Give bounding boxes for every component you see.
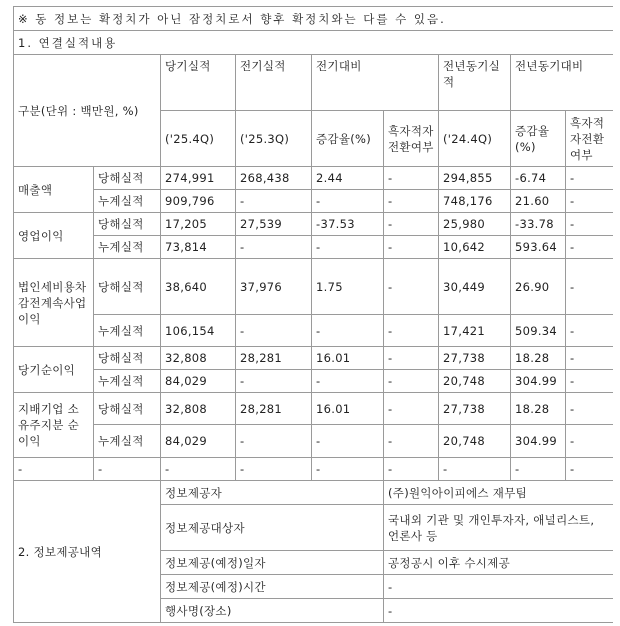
row-item: 영업이익: [14, 213, 94, 259]
cell-previous: 27,539: [236, 213, 312, 236]
info-value: 공정공시 이후 수시제공: [384, 551, 614, 575]
row-type: 당해실적: [94, 259, 161, 315]
cell-qoq: -: [312, 425, 384, 458]
cell-prior-year: 294,855: [439, 167, 511, 190]
cell-yoy-turn: -: [566, 167, 614, 190]
row-type: 누계실적: [94, 315, 161, 347]
cell-qoq-turn: -: [384, 315, 439, 347]
cell-yoy: 509.34: [511, 315, 566, 347]
current-header: 당기실적: [161, 55, 236, 111]
cell-prior-year: 25,980: [439, 213, 511, 236]
cell-prior-year: 10,642: [439, 236, 511, 259]
cell-qoq-turn: -: [384, 370, 439, 393]
cell-qoq: -: [312, 190, 384, 213]
info-label: 정보제공대상자: [161, 505, 384, 551]
notice-text: ※ 동 정보는 확정치가 아닌 잠정치로서 향후 확정치와는 다를 수 있음.: [14, 7, 614, 31]
info-value: -: [384, 599, 614, 623]
empty-row: [14, 458, 614, 481]
qoq-change-header: 증감율(%): [312, 111, 384, 167]
dash-cell: -: [566, 458, 614, 481]
cell-yoy-turn: -: [566, 347, 614, 370]
yoy-change-header: 증감율(%): [511, 111, 566, 167]
cell-previous: -: [236, 190, 312, 213]
cell-current: 274,991: [161, 167, 236, 190]
cell-yoy: 304.99: [511, 425, 566, 458]
cell-qoq: -: [312, 315, 384, 347]
dash-cell: -: [439, 458, 511, 481]
cell-qoq: 2.44: [312, 167, 384, 190]
info-value: -: [384, 575, 614, 599]
cell-qoq: 16.01: [312, 347, 384, 370]
cell-yoy-turn: -: [566, 315, 614, 347]
cell-qoq-turn: -: [384, 167, 439, 190]
earnings-table: [13, 6, 613, 623]
dash-cell: -: [384, 458, 439, 481]
cell-qoq-turn: -: [384, 425, 439, 458]
cell-qoq: -37.53: [312, 213, 384, 236]
row-item: 지배기업 소유주지분 순이익: [14, 393, 94, 458]
cell-yoy: 21.60: [511, 190, 566, 213]
cell-current: 32,808: [161, 393, 236, 425]
cell-prior-year: 30,449: [439, 259, 511, 315]
cell-yoy-turn: -: [566, 213, 614, 236]
cell-prior-year: 17,421: [439, 315, 511, 347]
cell-current: 17,205: [161, 213, 236, 236]
cell-yoy-turn: -: [566, 370, 614, 393]
info-value: (주)원익아이피에스 재무팀: [384, 481, 614, 505]
cell-current: 38,640: [161, 259, 236, 315]
cell-yoy: 593.64: [511, 236, 566, 259]
row-type: 누계실적: [94, 190, 161, 213]
info-label: 정보제공(예정)시간: [161, 575, 384, 599]
previous-period: ('25.3Q): [236, 111, 312, 167]
cell-current: 84,029: [161, 370, 236, 393]
cell-previous: -: [236, 315, 312, 347]
cell-yoy-turn: -: [566, 259, 614, 315]
cell-qoq: 16.01: [312, 393, 384, 425]
cell-current: 106,154: [161, 315, 236, 347]
cell-prior-year: 27,738: [439, 393, 511, 425]
cell-previous: -: [236, 425, 312, 458]
cell-qoq: 1.75: [312, 259, 384, 315]
dash-cell: -: [161, 458, 236, 481]
cell-yoy: 26.90: [511, 259, 566, 315]
cell-previous: 268,438: [236, 167, 312, 190]
row-item: 매출액: [14, 167, 94, 213]
cell-yoy-turn: -: [566, 393, 614, 425]
cell-yoy: 18.28: [511, 393, 566, 425]
row-type: 당해실적: [94, 213, 161, 236]
disclosure-document: [13, 6, 613, 626]
yoy-header: 전년동기대비: [511, 55, 614, 111]
dash-cell: -: [511, 458, 566, 481]
cell-previous: -: [236, 370, 312, 393]
cell-qoq-turn: -: [384, 347, 439, 370]
cell-qoq: -: [312, 370, 384, 393]
qoq-turn-header: 흑자적자전환여부: [384, 111, 439, 167]
cell-prior-year: 27,738: [439, 347, 511, 370]
cell-yoy: -6.74: [511, 167, 566, 190]
cell-qoq-turn: -: [384, 213, 439, 236]
dash-cell: -: [94, 458, 161, 481]
cell-prior-year: 20,748: [439, 370, 511, 393]
cell-previous: 37,976: [236, 259, 312, 315]
dash-cell: -: [236, 458, 312, 481]
row-type: 누계실적: [94, 236, 161, 259]
row-type: 당해실적: [94, 167, 161, 190]
row-type: 당해실적: [94, 347, 161, 370]
cell-qoq-turn: -: [384, 190, 439, 213]
cell-previous: 28,281: [236, 347, 312, 370]
dash-cell: -: [14, 458, 94, 481]
cell-previous: 28,281: [236, 393, 312, 425]
cell-yoy-turn: -: [566, 425, 614, 458]
row-item: 법인세비용차감전계속사업이익: [14, 259, 94, 347]
qoq-header: 전기대비: [312, 55, 439, 111]
category-header: 구분(단위 : 백만원, %): [14, 55, 161, 167]
cell-prior-year: 20,748: [439, 425, 511, 458]
row-type: 누계실적: [94, 425, 161, 458]
cell-current: 32,808: [161, 347, 236, 370]
cell-prior-year: 748,176: [439, 190, 511, 213]
info-label: 행사명(장소): [161, 599, 384, 623]
cell-yoy-turn: -: [566, 190, 614, 213]
cell-yoy-turn: -: [566, 236, 614, 259]
cell-yoy: 18.28: [511, 347, 566, 370]
row-item: 당기순이익: [14, 347, 94, 393]
cell-yoy: 304.99: [511, 370, 566, 393]
cell-current: 73,814: [161, 236, 236, 259]
yoy-turn-header: 흑자적자전환여부: [566, 111, 614, 167]
cell-current: 909,796: [161, 190, 236, 213]
cell-qoq-turn: -: [384, 236, 439, 259]
cell-previous: -: [236, 236, 312, 259]
previous-header: 전기실적: [236, 55, 312, 111]
cell-current: 84,029: [161, 425, 236, 458]
prior-year-header: 전년동기실적: [439, 55, 511, 111]
cell-qoq-turn: -: [384, 259, 439, 315]
cell-qoq: -: [312, 236, 384, 259]
dash-cell: -: [312, 458, 384, 481]
prior-year-period: ('24.4Q): [439, 111, 511, 167]
row-type: 당해실적: [94, 393, 161, 425]
current-period: ('25.4Q): [161, 111, 236, 167]
row-type: 누계실적: [94, 370, 161, 393]
section2-title: 2. 정보제공내역: [14, 481, 161, 623]
info-label: 정보제공(예정)일자: [161, 551, 384, 575]
info-value: 국내외 기관 및 개인투자자, 애널리스트, 언론사 등: [384, 505, 614, 551]
cell-qoq-turn: -: [384, 393, 439, 425]
cell-yoy: -33.78: [511, 213, 566, 236]
info-label: 정보제공자: [161, 481, 384, 505]
section1-title: 1. 연결실적내용: [14, 31, 614, 55]
